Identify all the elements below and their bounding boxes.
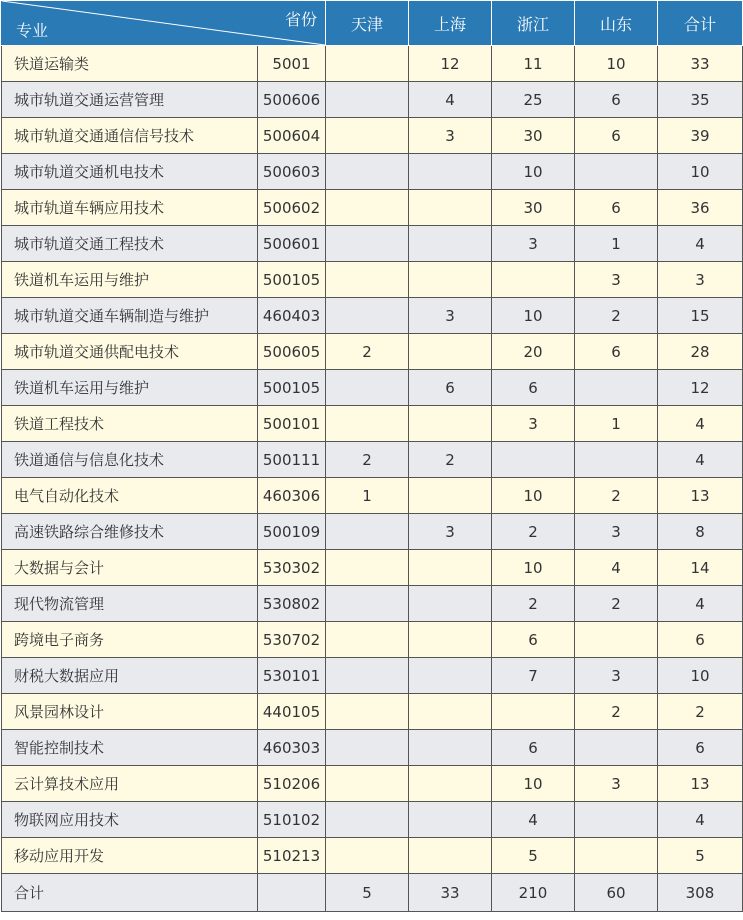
shandong-cell: 1 [575, 226, 658, 262]
zhejiang-cell: 25 [492, 82, 575, 118]
row-total-cell: 10 [658, 154, 743, 190]
table-row [2, 118, 743, 154]
major-column-label: 专业 [16, 21, 49, 40]
tianjin-cell: 2 [326, 334, 409, 370]
shandong-cell: 2 [575, 586, 658, 622]
table-row [2, 46, 743, 82]
row-total-cell: 35 [658, 82, 743, 118]
tianjin-cell [326, 658, 409, 694]
row-total-cell: 14 [658, 550, 743, 586]
code-cell: 500601 [258, 226, 326, 262]
shandong-cell: 3 [575, 658, 658, 694]
table-row [2, 334, 743, 370]
shanghai-cell [409, 334, 492, 370]
zhejiang-cell: 10 [492, 298, 575, 334]
shanghai-cell: 4 [409, 82, 492, 118]
code-cell: 500105 [258, 370, 326, 406]
code-cell: 510102 [258, 802, 326, 838]
major-cell: 智能控制技术 [2, 730, 258, 766]
major-cell: 财税大数据应用 [2, 658, 258, 694]
enrollment-table [1, 0, 743, 912]
code-cell: 510206 [258, 766, 326, 802]
major-cell: 风景园林设计 [2, 694, 258, 730]
shandong-cell: 3 [575, 262, 658, 298]
tianjin-cell [326, 514, 409, 550]
shandong-cell: 10 [575, 46, 658, 82]
shandong-cell: 2 [575, 298, 658, 334]
shandong-cell [575, 370, 658, 406]
table-row [2, 730, 743, 766]
code-cell: 5001 [258, 46, 326, 82]
row-total-cell: 2 [658, 694, 743, 730]
table-row [2, 550, 743, 586]
zhejiang-cell: 4 [492, 802, 575, 838]
shanghai-cell: 6 [409, 370, 492, 406]
row-total-cell: 6 [658, 730, 743, 766]
table-row [2, 802, 743, 838]
zhejiang-cell: 10 [492, 766, 575, 802]
province-column-label: 省份 [284, 10, 317, 29]
tianjin-cell [326, 46, 409, 82]
major-cell: 铁道运输类 [2, 46, 258, 82]
row-total-cell: 36 [658, 190, 743, 226]
shanghai-cell [409, 838, 492, 874]
zhejiang-cell: 30 [492, 118, 575, 154]
major-cell: 城市轨道交通运营管理 [2, 82, 258, 118]
zhejiang-cell: 2 [492, 586, 575, 622]
shandong-cell: 6 [575, 82, 658, 118]
shandong-cell: 3 [575, 514, 658, 550]
row-total-cell: 33 [658, 46, 743, 82]
table-row [2, 838, 743, 874]
table-row [2, 622, 743, 658]
tianjin-cell [326, 622, 409, 658]
zhejiang-cell: 6 [492, 622, 575, 658]
totals-code-cell [258, 874, 326, 912]
major-cell: 高速铁路综合维修技术 [2, 514, 258, 550]
shanghai-cell [409, 766, 492, 802]
tianjin-cell [326, 118, 409, 154]
shandong-cell [575, 802, 658, 838]
major-cell: 铁道工程技术 [2, 406, 258, 442]
row-total-cell: 13 [658, 766, 743, 802]
shandong-cell: 6 [575, 118, 658, 154]
major-cell: 城市轨道交通供配电技术 [2, 334, 258, 370]
table-row [2, 154, 743, 190]
major-cell: 铁道机车运用与维护 [2, 262, 258, 298]
tianjin-cell [326, 298, 409, 334]
code-cell: 500105 [258, 262, 326, 298]
code-cell: 530702 [258, 622, 326, 658]
shanghai-cell [409, 154, 492, 190]
table-body [2, 46, 743, 912]
code-cell: 500602 [258, 190, 326, 226]
tianjin-cell: 2 [326, 442, 409, 478]
zhejiang-cell: 5 [492, 838, 575, 874]
row-total-cell: 3 [658, 262, 743, 298]
table-row [2, 514, 743, 550]
row-total-cell: 28 [658, 334, 743, 370]
table-row [2, 766, 743, 802]
code-cell: 530802 [258, 586, 326, 622]
table-row [2, 370, 743, 406]
shandong-cell: 6 [575, 190, 658, 226]
shandong-cell [575, 730, 658, 766]
diagonal-header-cell [2, 1, 326, 46]
tianjin-cell [326, 586, 409, 622]
major-cell: 铁道机车运用与维护 [2, 370, 258, 406]
code-cell: 500604 [258, 118, 326, 154]
zhejiang-cell: 7 [492, 658, 575, 694]
table-row [2, 82, 743, 118]
code-cell: 500111 [258, 442, 326, 478]
row-total-cell: 4 [658, 406, 743, 442]
row-total-cell: 4 [658, 226, 743, 262]
table-row [2, 226, 743, 262]
zhejiang-cell [492, 694, 575, 730]
code-cell: 500605 [258, 334, 326, 370]
shandong-cell: 6 [575, 334, 658, 370]
totals-row [2, 874, 743, 912]
tianjin-cell [326, 838, 409, 874]
row-total-cell: 12 [658, 370, 743, 406]
shanghai-cell [409, 550, 492, 586]
tianjin-cell [326, 766, 409, 802]
major-cell: 云计算技术应用 [2, 766, 258, 802]
row-total-cell: 4 [658, 802, 743, 838]
shanghai-cell: 3 [409, 514, 492, 550]
diagonal-divider [2, 1, 325, 45]
tianjin-cell [326, 694, 409, 730]
table-row [2, 262, 743, 298]
code-cell: 530101 [258, 658, 326, 694]
zhejiang-cell: 10 [492, 550, 575, 586]
major-cell: 物联网应用技术 [2, 802, 258, 838]
row-total-cell: 4 [658, 442, 743, 478]
totals-tianjin-cell: 5 [326, 874, 409, 912]
totals-shanghai-cell: 33 [409, 874, 492, 912]
table-row [2, 406, 743, 442]
zhejiang-cell: 3 [492, 406, 575, 442]
header-zhejiang: 浙江 [492, 1, 575, 46]
zhejiang-cell: 10 [492, 154, 575, 190]
shanghai-cell [409, 190, 492, 226]
shandong-cell [575, 838, 658, 874]
header-total: 合计 [658, 1, 743, 46]
tianjin-cell [326, 262, 409, 298]
shanghai-cell [409, 586, 492, 622]
code-cell: 530302 [258, 550, 326, 586]
shanghai-cell [409, 658, 492, 694]
row-total-cell: 6 [658, 622, 743, 658]
shanghai-cell [409, 406, 492, 442]
row-total-cell: 10 [658, 658, 743, 694]
zhejiang-cell: 3 [492, 226, 575, 262]
tianjin-cell [326, 226, 409, 262]
major-cell: 跨境电子商务 [2, 622, 258, 658]
shanghai-cell: 12 [409, 46, 492, 82]
shanghai-cell: 3 [409, 298, 492, 334]
shandong-cell: 2 [575, 694, 658, 730]
header-shanghai: 上海 [409, 1, 492, 46]
totals-shandong-cell: 60 [575, 874, 658, 912]
table-row [2, 694, 743, 730]
major-cell: 大数据与会计 [2, 550, 258, 586]
code-cell: 460306 [258, 478, 326, 514]
table-row [2, 658, 743, 694]
major-cell: 城市轨道交通工程技术 [2, 226, 258, 262]
major-cell: 城市轨道交通通信信号技术 [2, 118, 258, 154]
totals-zhejiang-cell: 210 [492, 874, 575, 912]
zhejiang-cell: 2 [492, 514, 575, 550]
row-total-cell: 13 [658, 478, 743, 514]
shanghai-cell [409, 226, 492, 262]
code-cell: 500606 [258, 82, 326, 118]
tianjin-cell [326, 802, 409, 838]
tianjin-cell [326, 154, 409, 190]
header-tianjin: 天津 [326, 1, 409, 46]
table-row [2, 190, 743, 226]
row-total-cell: 5 [658, 838, 743, 874]
shanghai-cell: 3 [409, 118, 492, 154]
zhejiang-cell [492, 262, 575, 298]
shanghai-cell [409, 802, 492, 838]
major-cell: 电气自动化技术 [2, 478, 258, 514]
tianjin-cell [326, 370, 409, 406]
tianjin-cell: 1 [326, 478, 409, 514]
row-total-cell: 4 [658, 586, 743, 622]
major-cell: 铁道通信与信息化技术 [2, 442, 258, 478]
tianjin-cell [326, 730, 409, 766]
code-cell: 500101 [258, 406, 326, 442]
code-cell: 500109 [258, 514, 326, 550]
tianjin-cell [326, 550, 409, 586]
zhejiang-cell [492, 442, 575, 478]
shanghai-cell [409, 262, 492, 298]
row-total-cell: 8 [658, 514, 743, 550]
shandong-cell [575, 622, 658, 658]
zhejiang-cell: 30 [492, 190, 575, 226]
row-total-cell: 39 [658, 118, 743, 154]
tianjin-cell [326, 190, 409, 226]
shandong-cell: 2 [575, 478, 658, 514]
grand-total-cell: 308 [658, 874, 743, 912]
shanghai-cell [409, 622, 492, 658]
major-cell: 移动应用开发 [2, 838, 258, 874]
table-row [2, 478, 743, 514]
tianjin-cell [326, 82, 409, 118]
major-cell: 城市轨道车辆应用技术 [2, 190, 258, 226]
shandong-cell [575, 154, 658, 190]
zhejiang-cell: 10 [492, 478, 575, 514]
tianjin-cell [326, 406, 409, 442]
major-cell: 现代物流管理 [2, 586, 258, 622]
zhejiang-cell: 20 [492, 334, 575, 370]
major-cell: 城市轨道交通机电技术 [2, 154, 258, 190]
row-total-cell: 15 [658, 298, 743, 334]
shanghai-cell [409, 730, 492, 766]
shanghai-cell [409, 478, 492, 514]
zhejiang-cell: 6 [492, 370, 575, 406]
shandong-cell [575, 442, 658, 478]
zhejiang-cell: 6 [492, 730, 575, 766]
zhejiang-cell: 11 [492, 46, 575, 82]
header-shandong: 山东 [575, 1, 658, 46]
shanghai-cell: 2 [409, 442, 492, 478]
major-cell: 城市轨道交通车辆制造与维护 [2, 298, 258, 334]
table-row [2, 586, 743, 622]
totals-label-cell: 合计 [2, 874, 258, 912]
table-header-row [2, 1, 743, 46]
shandong-cell: 4 [575, 550, 658, 586]
shandong-cell: 1 [575, 406, 658, 442]
code-cell: 460403 [258, 298, 326, 334]
code-cell: 500603 [258, 154, 326, 190]
code-cell: 440105 [258, 694, 326, 730]
table-row [2, 442, 743, 478]
shanghai-cell [409, 694, 492, 730]
shandong-cell: 3 [575, 766, 658, 802]
table-row [2, 298, 743, 334]
code-cell: 510213 [258, 838, 326, 874]
code-cell: 460303 [258, 730, 326, 766]
